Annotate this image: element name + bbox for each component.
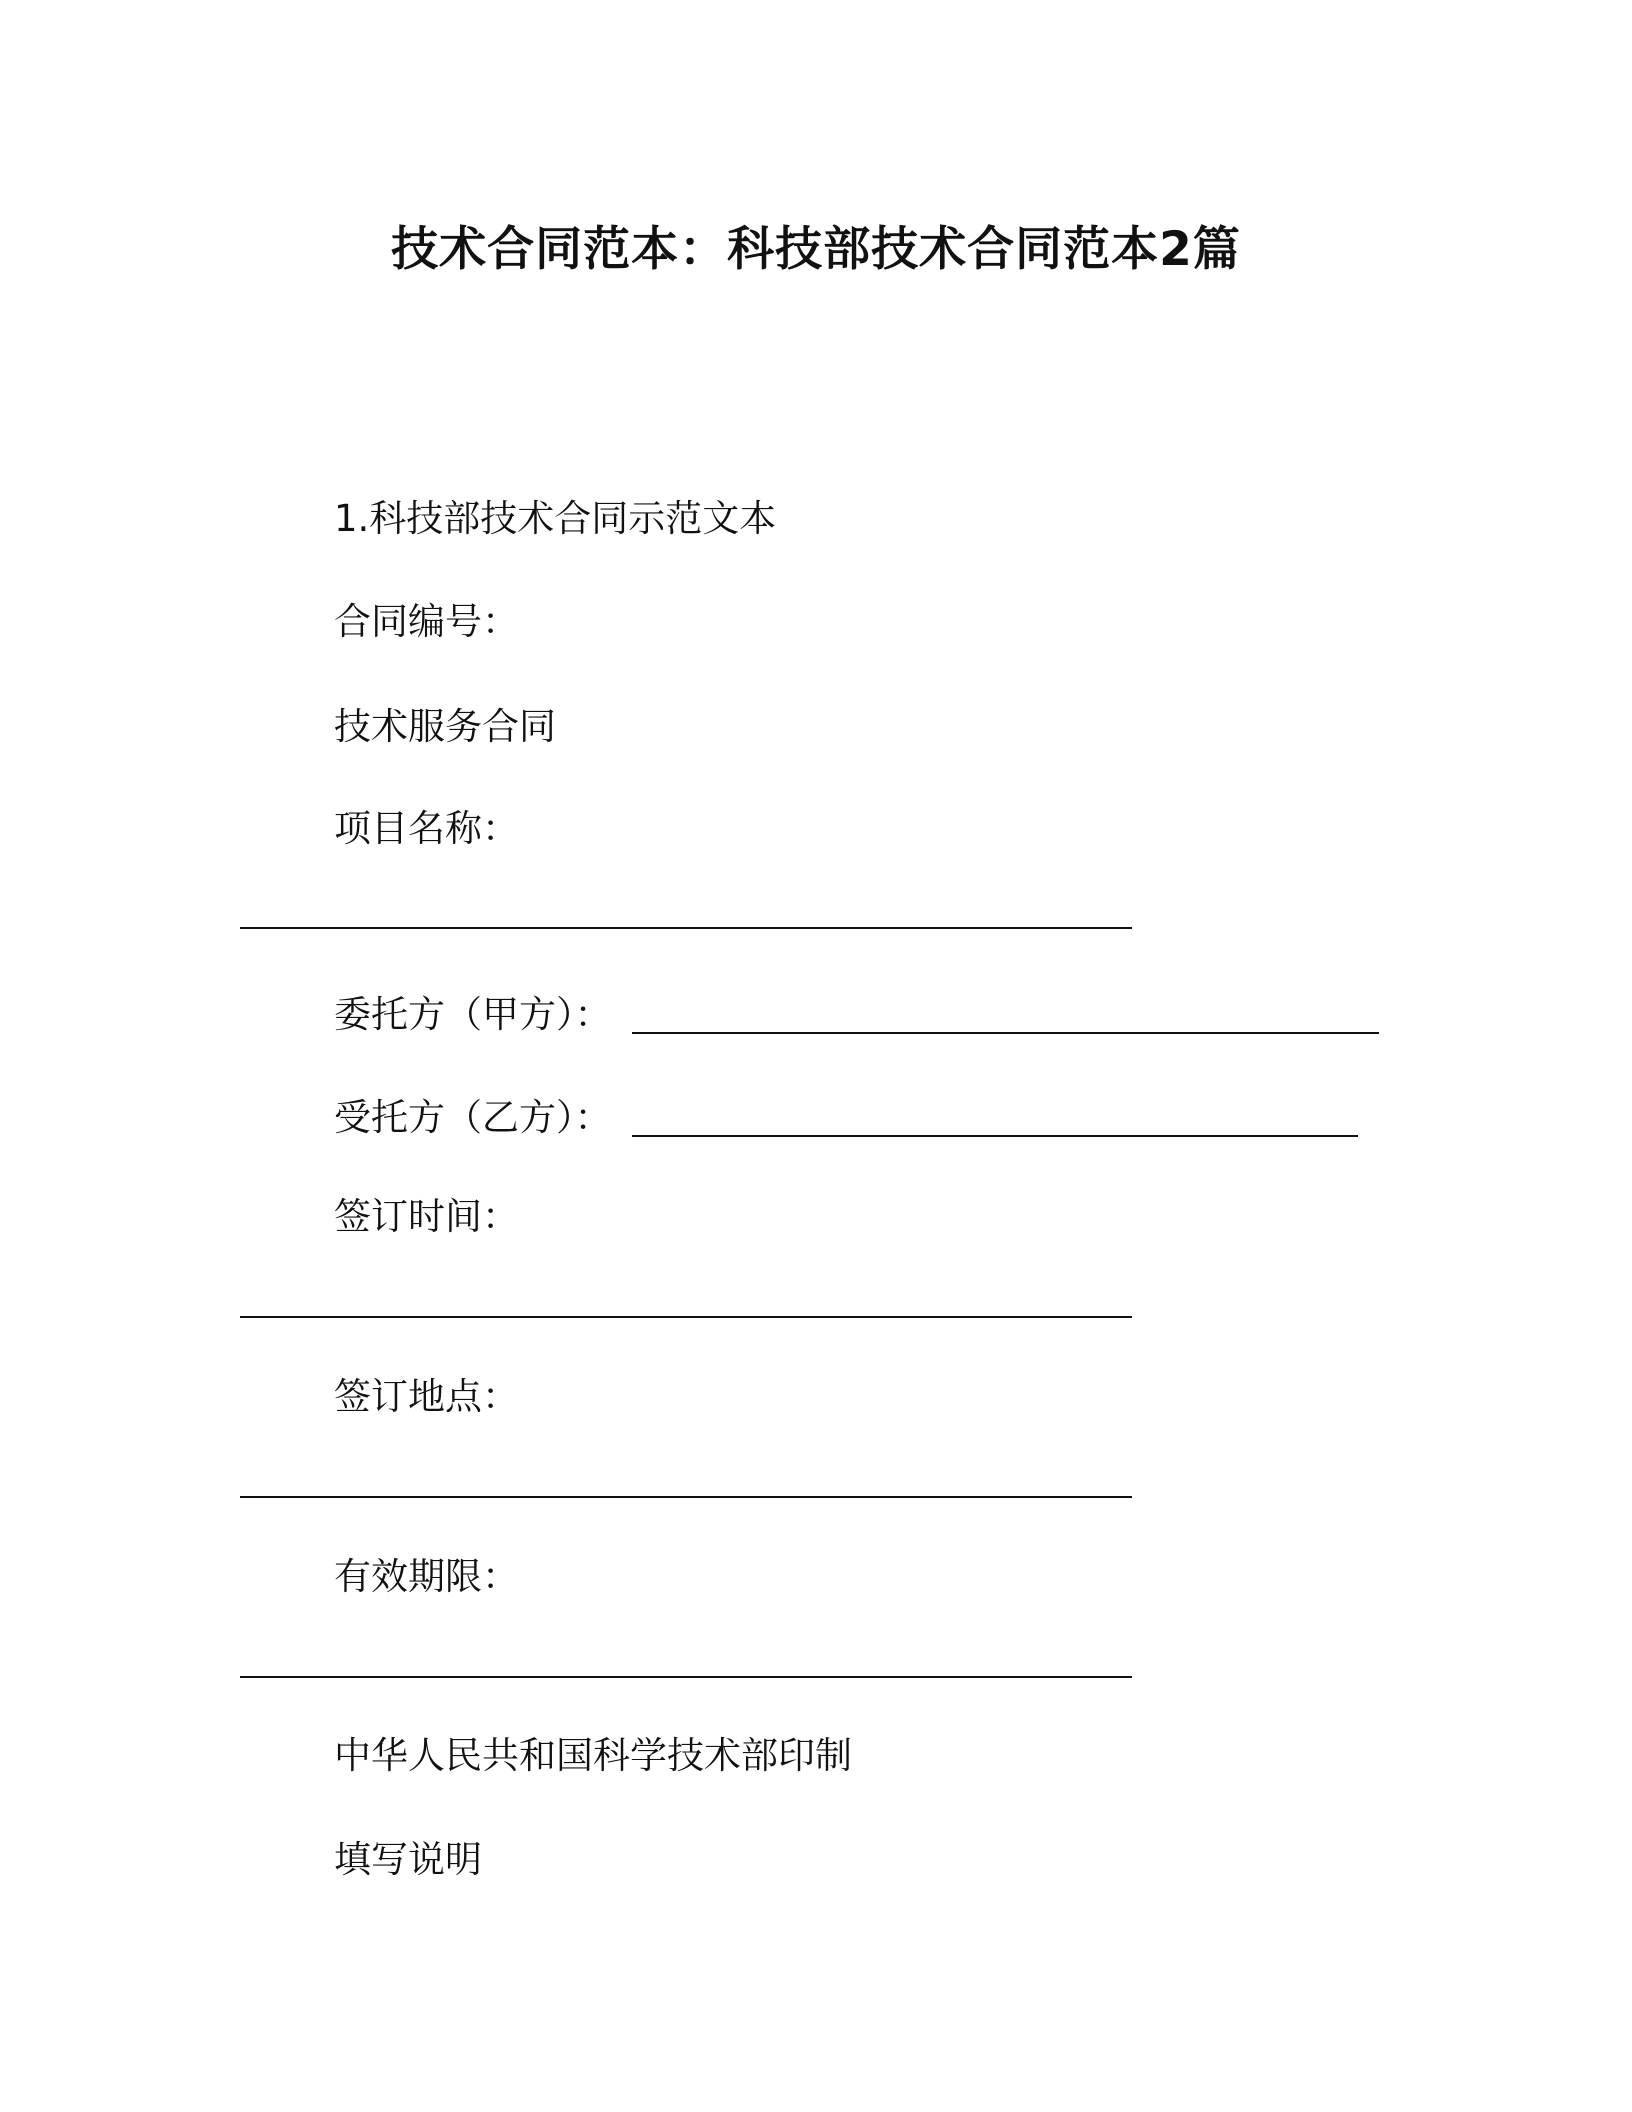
validity-label: 有效期限： xyxy=(334,1555,519,1598)
contract-type: 技术服务合同 xyxy=(334,705,556,748)
signing-time-blank-line xyxy=(240,1316,1132,1318)
instructions-heading: 填写说明 xyxy=(334,1838,482,1881)
validity-blank-line xyxy=(240,1676,1132,1678)
printed-by-line: 中华人民共和国科学技术部印制 xyxy=(334,1734,852,1777)
signing-time-label: 签订时间： xyxy=(334,1195,519,1238)
signing-place-label: 签订地点： xyxy=(334,1375,519,1418)
document-title: 技术合同范本：科技部技术合同范本2篇 xyxy=(391,222,1241,277)
party-a-label: 委托方（甲方）： xyxy=(334,993,612,1036)
project-name-blank-line xyxy=(240,927,1132,929)
party-b-label: 受托方（乙方）： xyxy=(334,1096,612,1139)
signing-place-blank-line xyxy=(240,1496,1132,1498)
contract-number-label: 合同编号： xyxy=(334,600,519,643)
section-heading: 1.科技部技术合同示范文本 xyxy=(334,497,777,540)
party-a-blank-line xyxy=(632,1032,1379,1034)
party-b-blank-line xyxy=(632,1135,1358,1137)
project-name-label: 项目名称： xyxy=(334,807,519,850)
